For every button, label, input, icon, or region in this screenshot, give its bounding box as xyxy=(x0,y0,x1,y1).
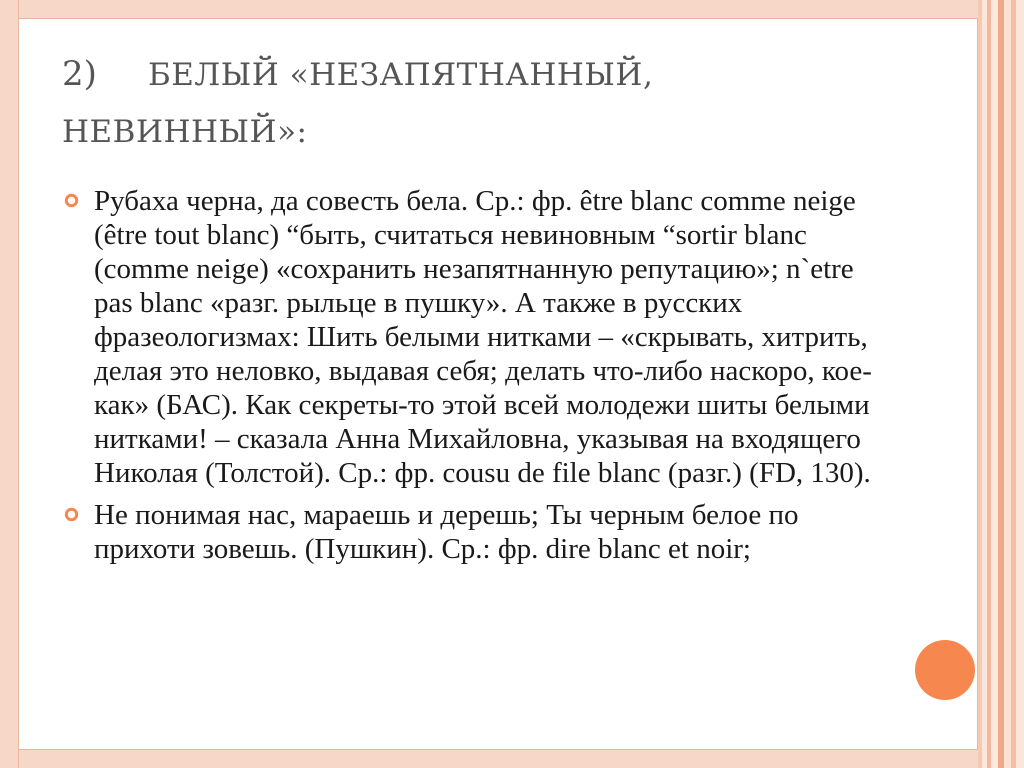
frame-top-line xyxy=(18,18,978,19)
title-line-2: НЕВИННЫЙ»: xyxy=(62,114,308,150)
title-line-1: БЕЛЫЙ «НЕЗАПЯТНАННЫЙ, xyxy=(148,57,654,93)
frame-right-striped-border xyxy=(978,0,1024,768)
frame-right-line xyxy=(977,18,978,750)
circle-bullet-icon xyxy=(64,193,79,208)
orange-dot-decor xyxy=(915,640,975,700)
bullet-text: Рубаха черна, да совесть бела. Ср.: фр. être blanc comme neige (être tout blanc) “быть, считаться невиновным “sortir blanc (comme neige) «сохранить незапятнанную репутацию»; n`etre pas blanc «разг. рыльце в пушку». А также в русских фразеологизмах: Шить белыми нитками – «скрывать, хитрить, делая это неловко, выдавая себя; делать что-либо наскоро, кое-как» (БАС). Как секреты-то этой всей молодежи шиты белыми нитками! – сказала Анна Михайловна, указывая на входящего Николая (Толстой). Ср.: фр. cousu de file blanc (разг.) (FD, 130). xyxy=(94,185,872,489)
bullet-text: Не понимая нас, мараешь и дерешь; Ты черным белое по прихоти зовешь. (Пушкин). Ср.: фр. dire blanc et noir; xyxy=(94,499,799,565)
list-item xyxy=(62,184,882,490)
frame-bottom-line xyxy=(18,749,978,750)
bullet-list xyxy=(62,184,882,574)
frame-left-border xyxy=(0,0,18,768)
title-number: 2) xyxy=(62,54,97,94)
frame-bottom-border xyxy=(0,750,1024,768)
slide-title xyxy=(62,46,942,160)
circle-bullet-icon xyxy=(64,507,79,522)
frame-left-line xyxy=(18,0,19,768)
list-item xyxy=(62,498,882,566)
frame-top-border xyxy=(0,0,1024,18)
